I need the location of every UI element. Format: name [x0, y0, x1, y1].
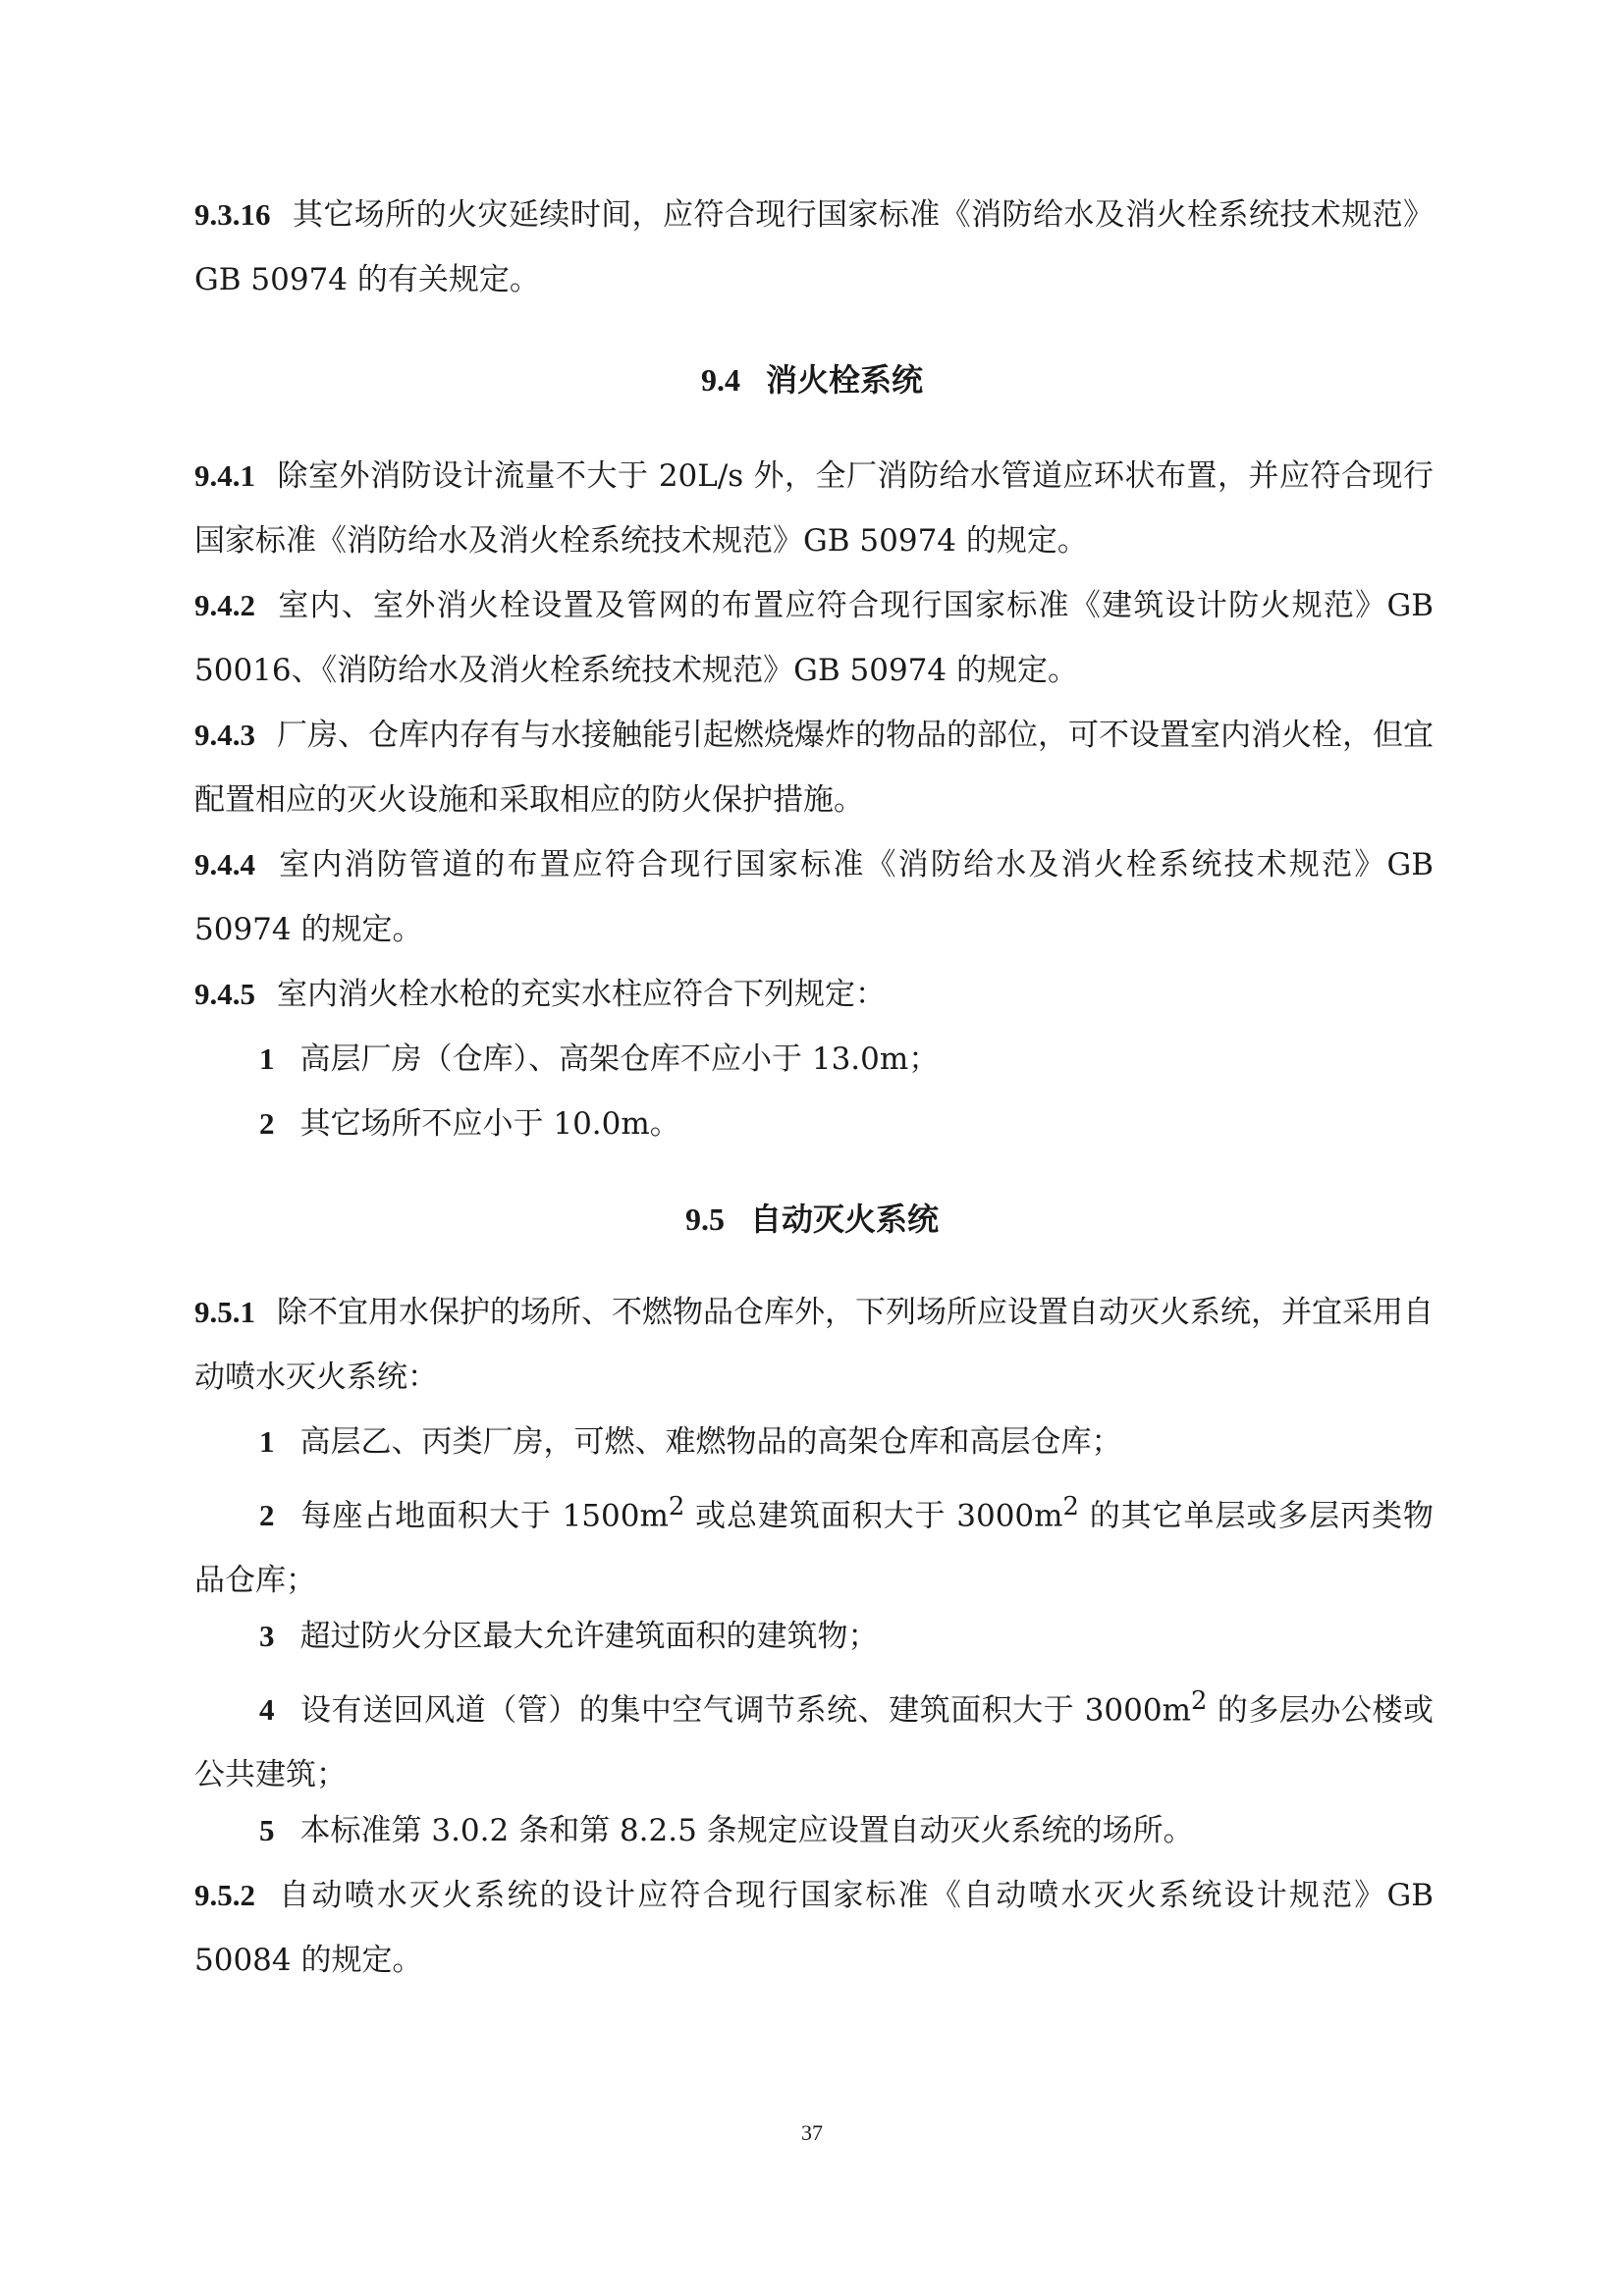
clause-9-4-2: [194, 573, 1434, 703]
list-item: [194, 1027, 1434, 1092]
item-text-pre: 设有送回风道（管）的集中空气调节系统、建筑面积大于 3000m: [299, 1692, 1191, 1729]
item-number: 5: [259, 1813, 275, 1847]
clause-number: 9.3.16: [194, 197, 271, 232]
clause-9-5-1: [194, 1280, 1434, 1410]
clause-number: 9.4.5: [194, 977, 255, 1011]
clause-text: 除室外消防设计流量不大于 20L/s 外，全厂消防给水管道应环状布置，并应符合现行国家标准《消防给水及消火栓系统技术规范》GB 50974 的规定。: [194, 458, 1434, 559]
item-text: 其它场所不应小于 10.0m。: [299, 1106, 680, 1142]
clause-9-5-2: [194, 1863, 1434, 1993]
list-item: [194, 1092, 1434, 1156]
clause-text: 除不宜用水保护的场所、不燃物品仓库外，下列场所应设置自动灭火系统，并宜采用自动喷水灭火系统：: [194, 1295, 1434, 1395]
page-number: 37: [801, 2120, 823, 2145]
section-title: 自动灭火系统: [749, 1201, 939, 1238]
item-text-post: 的多层办公楼或公共建筑；: [194, 1692, 1434, 1793]
clause-number: 9.4.4: [194, 847, 255, 881]
item-text: 高层乙、丙类厂房，可燃、难燃物品的高架仓库和高层仓库；: [299, 1424, 1122, 1460]
section-number: 9.4: [700, 362, 740, 398]
item-text-pre: 每座占地面积大于 1500m: [299, 1498, 669, 1534]
list-item: [194, 1474, 1434, 1613]
item-text: 本标准第 3.0.2 条和第 8.2.5 条规定应设置自动灭火系统的场所。: [299, 1813, 1194, 1848]
clause-9-4-4: [194, 832, 1434, 962]
list-item: [194, 1410, 1434, 1474]
superscript: 2: [1062, 1492, 1079, 1522]
clause-9-4-5: [194, 962, 1434, 1027]
clause-text: 室内、室外消火栓设置及管网的布置应符合现行国家标准《建筑设计防火规范》GB 50016、《消防给水及消火栓系统技术规范》GB 50974 的规定。: [194, 588, 1434, 688]
item-text: 高层厂房（仓库）、高架仓库不应小于 13.0m；: [299, 1041, 940, 1077]
list-item: [194, 1669, 1434, 1807]
item-number: 3: [259, 1619, 275, 1653]
section-title: 消火栓系统: [765, 361, 923, 399]
clause-number: 9.4.3: [194, 718, 255, 752]
list-item: [194, 1798, 1434, 1863]
section-heading-9-4: [0, 350, 1624, 409]
list-item: [194, 1604, 1434, 1669]
superscript: 2: [1190, 1686, 1208, 1716]
clause-text: 厂房、仓库内存有与水接触能引起燃烧爆炸的物品的部位，可不设置室内消火栓，但宜配置相应的灭火设施和采取相应的防火保护措施。: [194, 718, 1434, 818]
clause-number: 9.5.2: [194, 1878, 255, 1912]
clause-number: 9.5.1: [194, 1295, 255, 1329]
item-number: 1: [259, 1424, 275, 1459]
clause-text: 室内消防管道的布置应符合现行国家标准《消防给水及消火栓系统技术规范》GB 50974 的规定。: [194, 847, 1434, 947]
item-number: 2: [259, 1106, 275, 1141]
clause-9-4-3: [194, 703, 1434, 832]
item-number: 2: [259, 1498, 275, 1533]
section-heading-9-5: [0, 1190, 1624, 1249]
clause-text: 室内消火栓水枪的充实水柱应符合下列规定：: [277, 977, 886, 1012]
section-number: 9.5: [684, 1201, 725, 1237]
item-text: 超过防火分区最大允许建筑面积的建筑物；: [299, 1619, 879, 1654]
item-text-mid: 或总建筑面积大于 3000m: [684, 1498, 1063, 1534]
clause-9-4-1: [194, 444, 1434, 573]
clause-text: 其它场所的火灾延续时间，应符合现行国家标准《消防给水及消火栓系统技术规范》GB 50974 的有关规定。: [194, 197, 1434, 297]
clause-text: 自动喷水灭火系统的设计应符合现行国家标准《自动喷水灭火系统设计规范》GB 50084 的规定。: [194, 1878, 1434, 1978]
item-text-post: 的其它单层或多层丙类物品仓库；: [194, 1498, 1434, 1599]
superscript: 2: [668, 1492, 685, 1522]
clause-number: 9.4.1: [194, 458, 255, 493]
item-number: 1: [259, 1041, 275, 1076]
clause-number: 9.4.2: [194, 588, 255, 622]
item-number: 4: [259, 1692, 275, 1728]
clause-9-3-16: [194, 183, 1434, 312]
